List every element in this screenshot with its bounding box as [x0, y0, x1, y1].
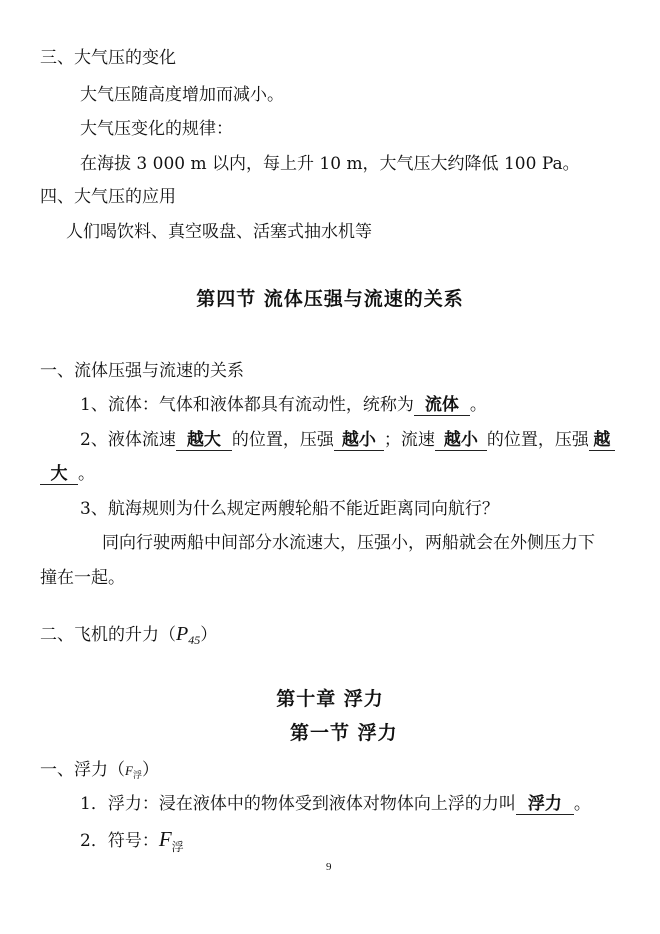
item-3-answer-line-1: 同向行驶两船中间部分水流速大，压强小，两船就会在外侧压力下 [102, 533, 595, 553]
item-2-text-c: ；流速 [383, 430, 435, 450]
item-2-answer-2: 越小 [334, 430, 384, 451]
item-2 [80, 429, 615, 451]
buoyancy-f: F [125, 763, 133, 778]
section-3-p2: 大气压变化的规律： [80, 119, 233, 139]
section-4-p1: 人们喝饮料、真空吸盘、活塞式抽水机等 [66, 222, 372, 242]
buoyancy-symbol-sub: 浮 [171, 840, 184, 854]
item-1-text: 1、流体：气体和液体都具有流动性，统称为 [80, 395, 414, 415]
section-4-title: 四、大气压的应用 [40, 187, 176, 207]
buoyancy-f-sub: 浮 [132, 771, 142, 781]
part-2-end: ） [200, 625, 218, 645]
section-3-title: 三、大气压的变化 [40, 48, 176, 68]
item-2-answer-3: 越小 [435, 430, 487, 451]
item-2-text-a: 2、液体流速 [80, 430, 176, 450]
part-2-text: 二、飞机的升力（ [40, 625, 176, 645]
item-2-answer-4b: 大 [40, 464, 78, 485]
item-1-answer: 流体 [414, 395, 470, 416]
item-2-answer-4a: 越 [589, 430, 615, 451]
buoyancy-title [40, 759, 159, 784]
item-2-text-d: 的位置，压强 [486, 430, 589, 450]
part-2-sub: 45 [188, 633, 201, 647]
item-2-cont [40, 463, 95, 485]
buoyancy-title-text: 一、浮力（ [40, 760, 125, 780]
page-number: 9 [326, 861, 332, 873]
item-3-answer-line-2: 撞在一起。 [40, 568, 125, 588]
section-1-heading: 第一节 浮力 [290, 722, 398, 744]
part-1-title: 一、流体压强与流速的关系 [40, 361, 244, 381]
section-4-heading: 第四节 流体压强与流速的关系 [196, 288, 464, 310]
section-3-p3: 在海拔 3 000 m 以内，每上升 10 m，大气压大约降低 100 Pa。 [80, 154, 580, 174]
buoyancy-item-1-text: 1．浮力：浸在液体中的物体受到液体对物体向上浮的力叫 [80, 794, 516, 814]
item-2-answer-1: 越大 [176, 430, 232, 451]
part-2-title [40, 623, 217, 647]
part-2-p: P [176, 623, 189, 645]
buoyancy-item-2-text: 2．符号： [80, 831, 159, 851]
item-2-end: 。 [78, 464, 95, 484]
buoyancy-item-1-end: 。 [573, 794, 591, 814]
item-3-question: 3、航海规则为什么规定两艘轮船不能近距离同向航行？ [80, 499, 499, 519]
item-2-text-b: 的位置，压强 [231, 430, 334, 450]
buoyancy-item-1 [80, 793, 591, 815]
item-1 [80, 394, 487, 416]
buoyancy-title-end: ） [141, 760, 159, 780]
buoyancy-symbol-f: F [158, 827, 172, 851]
buoyancy-item-1-answer: 浮力 [516, 794, 574, 815]
section-3-p1: 大气压随高度增加而减小。 [80, 85, 284, 105]
item-1-end: 。 [469, 395, 487, 415]
buoyancy-item-2 [80, 828, 184, 853]
chapter-heading: 第十章 浮力 [276, 688, 384, 710]
